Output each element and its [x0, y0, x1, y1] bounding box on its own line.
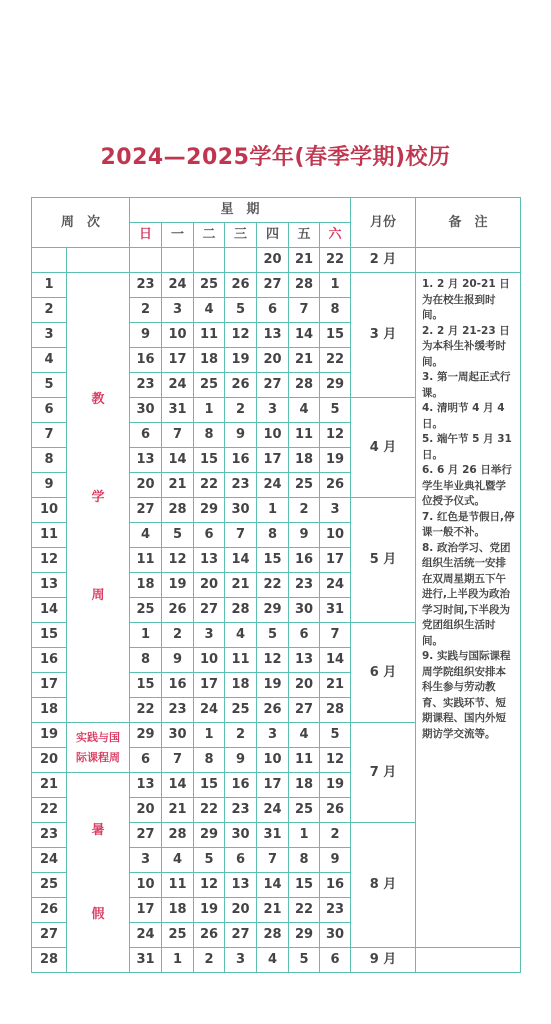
month-header: 月份: [351, 198, 416, 248]
day-cell: 20: [194, 573, 225, 598]
day-cell: 29: [130, 723, 162, 748]
day-cell: 27: [130, 498, 162, 523]
day-cell: 3: [257, 723, 289, 748]
day-cell: 25: [130, 598, 162, 623]
day-cell: 16: [130, 348, 162, 373]
day-cell: 24: [257, 473, 289, 498]
week-number: 23: [32, 823, 67, 848]
day-cell: 4: [225, 623, 257, 648]
day-cell: 23: [162, 698, 194, 723]
day-cell: 18: [162, 898, 194, 923]
week-number: 4: [32, 348, 67, 373]
day-cell: 23: [225, 473, 257, 498]
day-cell: 30: [320, 923, 351, 948]
day-cell: 3: [162, 298, 194, 323]
day-cell: 20: [257, 248, 289, 273]
table-row: [32, 248, 521, 273]
week-number: 22: [32, 798, 67, 823]
day-cell: 10: [257, 748, 289, 773]
day-cell: 25: [289, 473, 320, 498]
day-cell: 30: [130, 398, 162, 423]
day-cell: 13: [130, 448, 162, 473]
day-cell: [225, 248, 257, 273]
week-number: 28: [32, 948, 67, 973]
day-cell: 5: [320, 398, 351, 423]
day-cell: 5: [162, 523, 194, 548]
day-cell: 1: [257, 498, 289, 523]
week-number: 19: [32, 723, 67, 748]
day-cell: 8: [289, 848, 320, 873]
month-label: 8 月: [351, 823, 416, 948]
day-cell: 1: [289, 823, 320, 848]
day-cell: 21: [162, 798, 194, 823]
day-cell: 2: [225, 723, 257, 748]
day-cell: 30: [225, 498, 257, 523]
day-cell: 9: [130, 323, 162, 348]
day-cell: 7: [162, 748, 194, 773]
day-cell: 25: [194, 373, 225, 398]
day-cell: 29: [320, 373, 351, 398]
table-row: [32, 273, 521, 298]
day-cell: 20: [289, 673, 320, 698]
day-cell: 18: [289, 773, 320, 798]
day-cell: 3: [257, 398, 289, 423]
day-cell: 10: [130, 873, 162, 898]
day-cell: 12: [194, 873, 225, 898]
day-cell: 4: [162, 848, 194, 873]
period-label: 实践与国 际课程周: [67, 723, 130, 773]
day-cell: 15: [194, 448, 225, 473]
day-cell: 16: [225, 773, 257, 798]
day-cell: 31: [257, 823, 289, 848]
day-cell: 11: [194, 323, 225, 348]
week-number: 13: [32, 573, 67, 598]
day-cell: 14: [162, 773, 194, 798]
day-cell: 28: [225, 598, 257, 623]
day-cell: 3: [130, 848, 162, 873]
week-number: 5: [32, 373, 67, 398]
day-cell: 22: [194, 798, 225, 823]
day-cell: 27: [130, 823, 162, 848]
weekday-mon: 一: [162, 223, 194, 248]
day-cell: 19: [320, 773, 351, 798]
day-cell: 19: [194, 898, 225, 923]
day-cell: 6: [130, 748, 162, 773]
day-cell: 9: [289, 523, 320, 548]
day-cell: 13: [289, 648, 320, 673]
day-cell: 7: [225, 523, 257, 548]
week-number: 18: [32, 698, 67, 723]
day-cell: 13: [257, 323, 289, 348]
day-cell: 25: [289, 798, 320, 823]
weekday-sat: 六: [320, 223, 351, 248]
month-label: 5 月: [351, 498, 416, 623]
day-cell: [162, 248, 194, 273]
day-cell: 4: [289, 398, 320, 423]
week-number: 6: [32, 398, 67, 423]
day-cell: 26: [225, 273, 257, 298]
day-cell: 10: [162, 323, 194, 348]
day-cell: 28: [162, 498, 194, 523]
weekdays-header: 星 期: [130, 198, 351, 223]
day-cell: 4: [194, 298, 225, 323]
day-cell: 16: [289, 548, 320, 573]
week-number: 2: [32, 298, 67, 323]
day-cell: 25: [225, 698, 257, 723]
day-cell: 4: [289, 723, 320, 748]
week-number: 24: [32, 848, 67, 873]
day-cell: 8: [194, 423, 225, 448]
day-cell: 11: [289, 423, 320, 448]
day-cell: 12: [320, 748, 351, 773]
day-cell: 29: [194, 823, 225, 848]
day-cell: 2: [289, 498, 320, 523]
day-cell: 22: [194, 473, 225, 498]
notes-header: 备 注: [416, 198, 521, 248]
day-cell: 29: [194, 498, 225, 523]
day-cell: 10: [257, 423, 289, 448]
day-cell: 5: [194, 848, 225, 873]
week-number: [32, 248, 67, 273]
day-cell: 15: [130, 673, 162, 698]
day-cell: 17: [320, 548, 351, 573]
day-cell: 1: [130, 623, 162, 648]
day-cell: 26: [257, 698, 289, 723]
day-cell: 2: [162, 623, 194, 648]
month-label: 4 月: [351, 398, 416, 498]
day-cell: 14: [257, 873, 289, 898]
day-cell: 12: [257, 648, 289, 673]
day-cell: 6: [289, 623, 320, 648]
day-cell: 22: [257, 573, 289, 598]
day-cell: 12: [225, 323, 257, 348]
day-cell: 8: [130, 648, 162, 673]
day-cell: 2: [130, 298, 162, 323]
day-cell: 10: [320, 523, 351, 548]
day-cell: 23: [130, 373, 162, 398]
day-cell: 27: [257, 373, 289, 398]
week-number: 12: [32, 548, 67, 573]
day-cell: 19: [225, 348, 257, 373]
day-cell: 1: [162, 948, 194, 973]
week-number: 10: [32, 498, 67, 523]
month-label: 6 月: [351, 623, 416, 723]
day-cell: 4: [130, 523, 162, 548]
day-cell: 14: [162, 448, 194, 473]
period-label: 暑 假: [67, 773, 130, 973]
day-cell: 11: [162, 873, 194, 898]
day-cell: 15: [289, 873, 320, 898]
day-cell: 17: [257, 773, 289, 798]
week-number: 14: [32, 598, 67, 623]
day-cell: 21: [289, 348, 320, 373]
day-cell: 9: [225, 748, 257, 773]
day-cell: 11: [289, 748, 320, 773]
day-cell: 27: [289, 698, 320, 723]
day-cell: 22: [130, 698, 162, 723]
day-cell: 21: [257, 898, 289, 923]
day-cell: 30: [162, 723, 194, 748]
day-cell: 1: [320, 273, 351, 298]
day-cell: 18: [194, 348, 225, 373]
day-cell: 2: [225, 398, 257, 423]
day-cell: 7: [162, 423, 194, 448]
day-cell: 23: [130, 273, 162, 298]
day-cell: 26: [320, 473, 351, 498]
day-cell: 17: [162, 348, 194, 373]
day-cell: 21: [289, 248, 320, 273]
day-cell: 3: [194, 623, 225, 648]
day-cell: 24: [162, 373, 194, 398]
day-cell: 30: [225, 823, 257, 848]
day-cell: 9: [225, 423, 257, 448]
day-cell: 22: [320, 248, 351, 273]
day-cell: 23: [289, 573, 320, 598]
day-cell: 22: [289, 898, 320, 923]
day-cell: 31: [130, 948, 162, 973]
day-cell: 7: [320, 623, 351, 648]
day-cell: 18: [130, 573, 162, 598]
day-cell: [194, 248, 225, 273]
month-label: 7 月: [351, 723, 416, 823]
day-cell: 26: [225, 373, 257, 398]
day-cell: 15: [194, 773, 225, 798]
weekday-tue: 二: [194, 223, 225, 248]
day-cell: 19: [320, 448, 351, 473]
week-number: 1: [32, 273, 67, 298]
day-cell: 24: [130, 923, 162, 948]
weekday-fri: 五: [289, 223, 320, 248]
day-cell: 25: [162, 923, 194, 948]
day-cell: 18: [225, 673, 257, 698]
day-cell: [130, 248, 162, 273]
day-cell: 26: [162, 598, 194, 623]
day-cell: 19: [257, 673, 289, 698]
day-cell: 24: [194, 698, 225, 723]
day-cell: 27: [225, 923, 257, 948]
day-cell: 15: [257, 548, 289, 573]
day-cell: 6: [320, 948, 351, 973]
day-cell: 24: [162, 273, 194, 298]
notes-text: 1. 2 月 20-21 日为在校生报到时间。 2. 2 月 21-23 日为本科生补缓考时间。 3. 第一周起正式行课。 4. 清明节 4 月 4 日。 5. 端午节 5 月 31 日。 6. 6 月 26 日举行学生毕业典礼暨学位授予仪式。 7. 红色是节假日,停课一般不补。 8. 政治学习、党团组织生活统一安排在双周星期五下午进行,上半段为政治学习时间,下半段为党团组织生活时间。 9. 实践与国际课程周学院组织安排本科生参与劳动教育、实践环节、短期课程、国内外短期访学交流等。: [416, 273, 521, 948]
week-number: 16: [32, 648, 67, 673]
day-cell: 16: [320, 873, 351, 898]
day-cell: 14: [289, 323, 320, 348]
day-cell: 23: [225, 798, 257, 823]
day-cell: 6: [130, 423, 162, 448]
day-cell: 2: [320, 823, 351, 848]
day-cell: 6: [194, 523, 225, 548]
day-cell: 5: [225, 298, 257, 323]
week-number: 21: [32, 773, 67, 798]
notes-top-blank: [416, 248, 521, 273]
week-number: 27: [32, 923, 67, 948]
day-cell: 20: [130, 798, 162, 823]
day-cell: 28: [289, 273, 320, 298]
day-cell: 31: [162, 398, 194, 423]
period-label: [67, 248, 130, 273]
day-cell: 24: [320, 573, 351, 598]
day-cell: 20: [130, 473, 162, 498]
month-label: 9 月: [351, 948, 416, 973]
day-cell: 4: [257, 948, 289, 973]
day-cell: 13: [130, 773, 162, 798]
day-cell: 8: [194, 748, 225, 773]
day-cell: 8: [320, 298, 351, 323]
week-number: 25: [32, 873, 67, 898]
day-cell: 26: [194, 923, 225, 948]
month-label: 3 月: [351, 273, 416, 398]
month-label: 2 月: [351, 248, 416, 273]
week-number: 11: [32, 523, 67, 548]
day-cell: 3: [225, 948, 257, 973]
day-cell: 30: [289, 598, 320, 623]
day-cell: 11: [225, 648, 257, 673]
notes-bottom-blank: [416, 948, 521, 973]
day-cell: 5: [320, 723, 351, 748]
weekday-wed: 三: [225, 223, 257, 248]
day-cell: 10: [194, 648, 225, 673]
day-cell: 21: [320, 673, 351, 698]
day-cell: 18: [289, 448, 320, 473]
day-cell: 5: [257, 623, 289, 648]
day-cell: 6: [257, 298, 289, 323]
day-cell: 2: [194, 948, 225, 973]
day-cell: 3: [320, 498, 351, 523]
day-cell: 24: [257, 798, 289, 823]
day-cell: 25: [194, 273, 225, 298]
day-cell: 14: [320, 648, 351, 673]
day-cell: 12: [320, 423, 351, 448]
day-cell: 17: [130, 898, 162, 923]
school-calendar-table: [31, 197, 521, 973]
week-number: 3: [32, 323, 67, 348]
day-cell: 6: [225, 848, 257, 873]
day-cell: 28: [162, 823, 194, 848]
day-cell: 22: [320, 348, 351, 373]
day-cell: 19: [162, 573, 194, 598]
week-header: 周 次: [32, 198, 130, 248]
day-cell: 13: [225, 873, 257, 898]
day-cell: 28: [289, 373, 320, 398]
day-cell: 21: [162, 473, 194, 498]
day-cell: 17: [194, 673, 225, 698]
day-cell: 28: [320, 698, 351, 723]
weekday-thu: 四: [257, 223, 289, 248]
day-cell: 21: [225, 573, 257, 598]
day-cell: 15: [320, 323, 351, 348]
day-cell: 20: [257, 348, 289, 373]
week-number: 26: [32, 898, 67, 923]
day-cell: 14: [225, 548, 257, 573]
week-number: 20: [32, 748, 67, 773]
period-label: 教 学 周: [67, 273, 130, 723]
day-cell: 27: [257, 273, 289, 298]
day-cell: 7: [257, 848, 289, 873]
day-cell: 28: [257, 923, 289, 948]
day-cell: 26: [320, 798, 351, 823]
week-number: 9: [32, 473, 67, 498]
day-cell: 9: [162, 648, 194, 673]
day-cell: 27: [194, 598, 225, 623]
week-number: 8: [32, 448, 67, 473]
week-number: 17: [32, 673, 67, 698]
page-title: 2024—2025学年(春季学期)校历: [100, 145, 451, 170]
day-cell: 20: [225, 898, 257, 923]
day-cell: 7: [289, 298, 320, 323]
day-cell: 31: [320, 598, 351, 623]
week-number: 15: [32, 623, 67, 648]
day-cell: 29: [257, 598, 289, 623]
day-cell: 1: [194, 398, 225, 423]
day-cell: 16: [162, 673, 194, 698]
day-cell: 29: [289, 923, 320, 948]
week-number: 7: [32, 423, 67, 448]
day-cell: 17: [257, 448, 289, 473]
day-cell: 11: [130, 548, 162, 573]
weekday-sun: 日: [130, 223, 162, 248]
day-cell: 1: [194, 723, 225, 748]
day-cell: 5: [289, 948, 320, 973]
day-cell: 12: [162, 548, 194, 573]
day-cell: 9: [320, 848, 351, 873]
day-cell: 13: [194, 548, 225, 573]
day-cell: 23: [320, 898, 351, 923]
day-cell: 8: [257, 523, 289, 548]
day-cell: 16: [225, 448, 257, 473]
